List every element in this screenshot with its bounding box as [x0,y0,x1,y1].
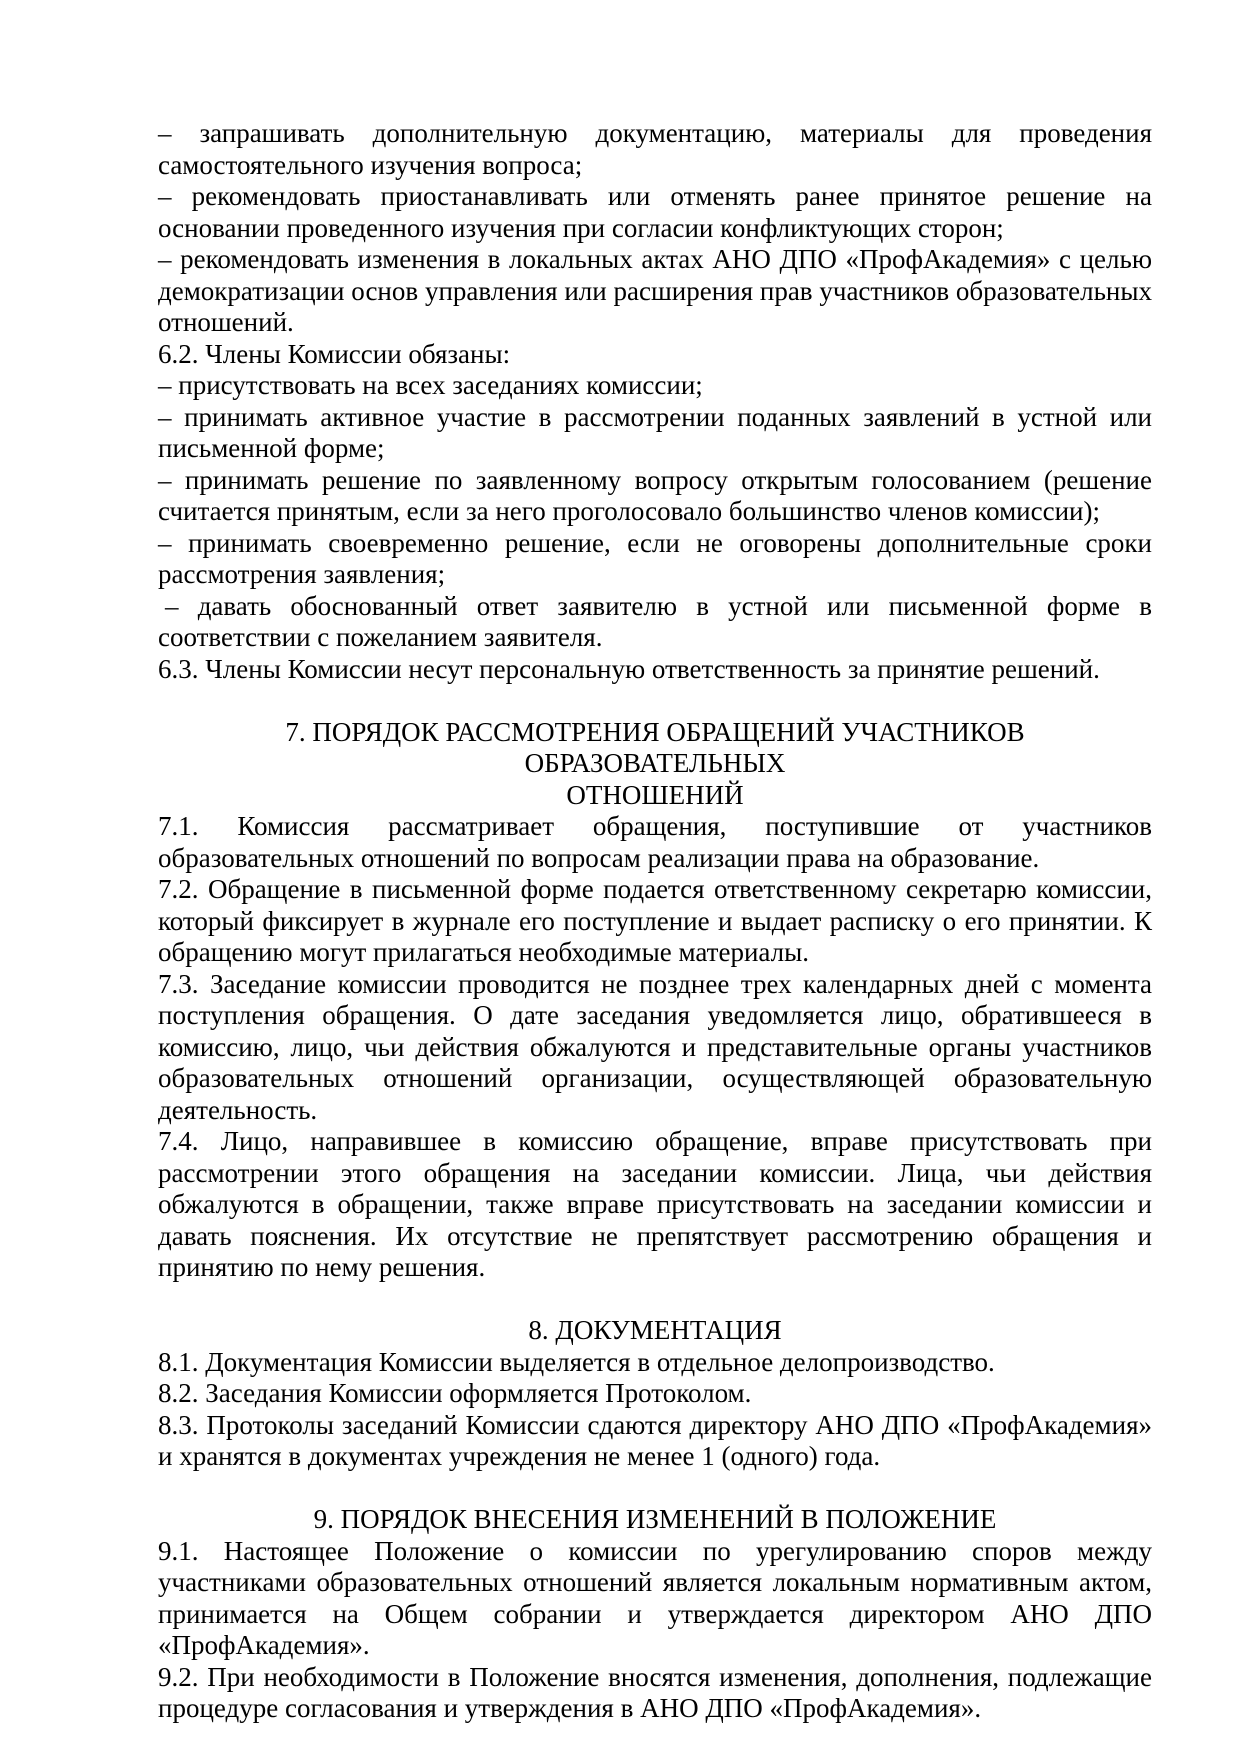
section-8-heading: 8. ДОКУМЕНТАЦИЯ [528,1315,782,1345]
clause-8-2: 8.2. Заседания Комиссии оформляется Протоколом. [158,1378,752,1408]
bullet-recommend-suspend-decision: – рекомендовать приостанавливать или отменять ранее принятое решение на основании проведенного изучения при согласии конфликтующих сторон; [158,181,1152,243]
clause-7-2: 7.2. Обращение в письменной форме подается ответственному секретарю комиссии, который фиксирует в журнале его поступление и выдает расписку о его принятии. К обращению могут прилагаться необходимые материалы. [158,874,1152,967]
bullet-recommend-local-acts-changes: – рекомендовать изменения в локальных актах АНО ДПО «ПрофАкадемия» с целью демократизации основ управления или расширения прав участников образовательных отношений. [158,244,1152,337]
clause-7-1: 7.1. Комиссия рассматривает обращения, поступившие от участников образовательных отношений по вопросам реализации права на образование. [158,811,1152,873]
bullet-active-participation: – принимать активное участие в рассмотрении поданных заявлений в устной или письменной форме; [158,401,1152,463]
bullet-open-vote-decision: – принимать решение по заявленному вопросу открытым голосованием (решение считается принятым, если за него проголосовало большинство членов комиссии); [158,464,1152,526]
clause-8-3: 8.3. Протоколы заседаний Комиссии сдаются директору АНО ДПО «ПрофАкадемия» и хранятся в документах учреждения не менее 1 (одного) года. [158,1409,1152,1471]
bullet-request-additional-docs: – запрашивать дополнительную документацию, материалы для проведения самостоятельного изучения вопроса; [158,118,1152,180]
section-9-heading: 9. ПОРЯДОК ВНЕСЕНИЯ ИЗМЕНЕНИЙ В ПОЛОЖЕНИЕ [313,1504,997,1534]
section-7-heading [158,717,1152,812]
clause-6-3: 6.3. Члены Комиссии несут персональную ответственность за принятие решений. [158,653,1100,684]
clause-6-2: 6.2. Члены Комиссии обязаны: [158,338,511,369]
clause-7-3: 7.3. Заседание комиссии проводится не позднее трех календарных дней с момента поступления обращения. О дате заседания уведомляется лицо, обратившееся в комиссию, лицо, чьи действия обжалуются и представительные органы участников образовательных отношений организации, осуществляющей образовательную деятельность. [158,968,1152,1125]
clause-9-2: 9.2. При необходимости в Положение вносятся изменения, дополнения, подлежащие процедуре согласования и утверждения в АНО ДПО «ПрофАкадемия». [158,1661,1152,1723]
clause-9-1: 9.1. Настоящее Положение о комиссии по урегулированию споров между участниками образовательных отношений является локальным нормативным актом, принимается на Общем собрании и утверждается директором АНО ДПО «ПрофАкадемия». [158,1535,1152,1660]
clause-7-4: 7.4. Лицо, направившее в комиссию обращение, вправе присутствовать при рассмотрении этого обращения на заседании комиссии. Лица, чьи действия обжалуются в обращении, также вправе присутствовать на заседании комиссии и давать пояснения. Их отсутствие не препятствует рассмотрению обращения и принятию по нему решения. [158,1126,1152,1282]
clause-8-1: 8.1. Документация Комиссии выделяется в отдельное делопроизводство. [158,1346,995,1377]
section-7-heading-line2: ОТНОШЕНИЙ [566,779,744,810]
section-7-heading-line1: 7. ПОРЯДОК РАССМОТРЕНИЯ ОБРАЩЕНИЙ УЧАСТНИКОВ ОБРАЗОВАТЕЛЬНЫХ [285,716,1025,778]
bullet-attend-all-meetings: – присутствовать на всех заседаниях комиссии; [158,370,703,400]
bullet-justified-answer: – давать обоснованный ответ заявителю в устной или письменной форме в соответствии с пожеланием заявителя. [158,590,1152,652]
bullet-timely-decision: – принимать своевременно решение, если не оговорены дополнительные сроки рассмотрения заявления; [158,527,1152,589]
